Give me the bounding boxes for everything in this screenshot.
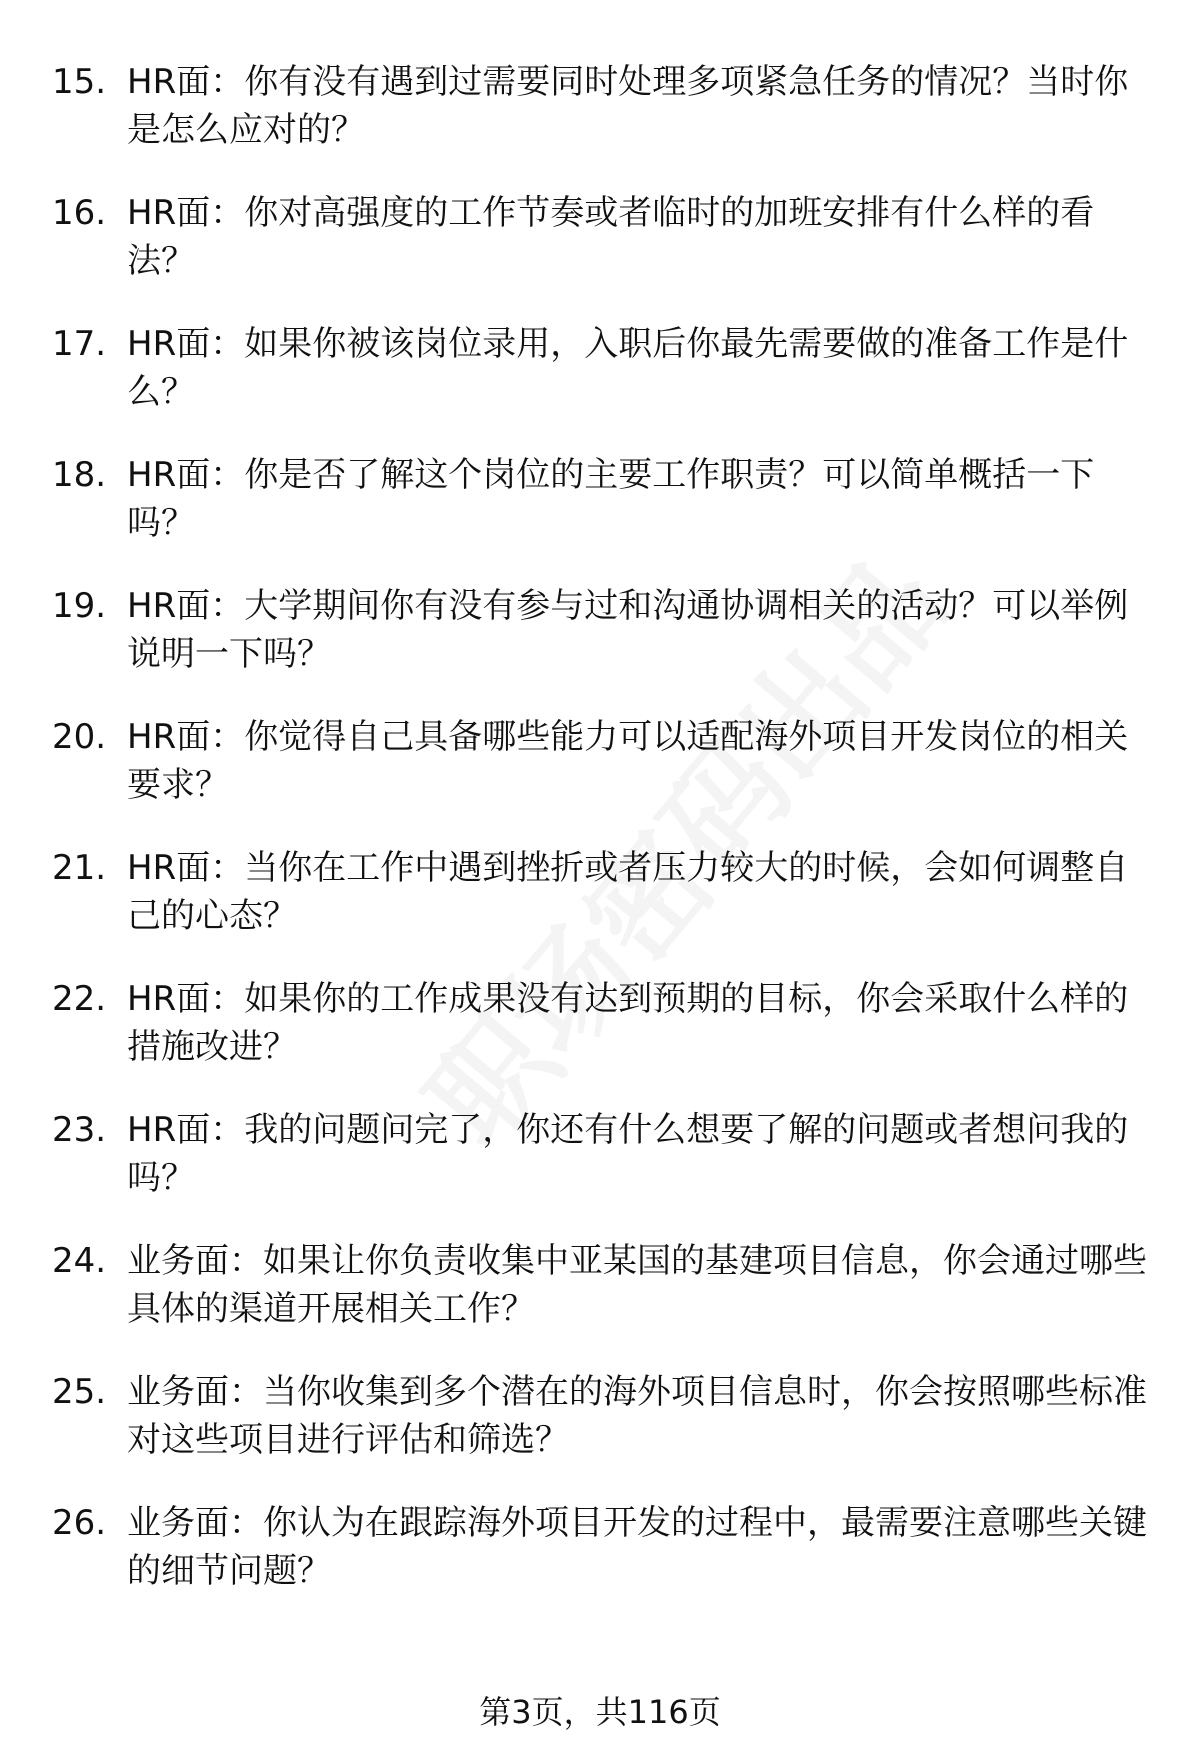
question-number: 25. [52,1372,107,1412]
question-text: HR面：大学期间你有没有参与过和沟通协调相关的活动？可以举例说明一下吗？ [127,586,1129,674]
question-item [0,320,1200,451]
question-text: HR面：你有没有遇到过需要同时处理多项紧急任务的情况？当时你是怎么应对的？ [127,62,1129,150]
question-item [0,713,1200,844]
question-text: HR面：你觉得自己具备哪些能力可以适配海外项目开发岗位的相关要求？ [127,717,1129,805]
question-item [0,844,1200,975]
question-item [0,1368,1200,1499]
question-text: 业务面：你认为在跟踪海外项目开发的过程中，最需要注意哪些关键的细节问题？ [127,1503,1147,1591]
question-item [0,58,1200,189]
question-number: 16. [52,193,107,233]
question-item [0,1237,1200,1368]
question-number: 26. [52,1503,107,1543]
question-number: 24. [52,1241,107,1281]
question-number: 22. [52,979,107,1019]
question-number: 18. [52,455,107,495]
question-number: 15. [52,62,107,102]
question-item [0,975,1200,1106]
question-item [0,189,1200,320]
question-item [0,582,1200,713]
question-text: HR面：我的问题问完了，你还有什么想要了解的问题或者想问我的吗？ [127,1110,1129,1198]
question-text: 业务面：当你收集到多个潜在的海外项目信息时，你会按照哪些标准对这些项目进行评估和筛选？ [127,1372,1147,1460]
question-item [0,1499,1200,1630]
question-number: 23. [52,1110,107,1150]
question-number: 17. [52,324,107,364]
question-item [0,1106,1200,1237]
question-text: 业务面：如果让你负责收集中亚某国的基建项目信息，你会通过哪些具体的渠道开展相关工作？ [127,1241,1147,1329]
question-text: HR面：如果你的工作成果没有达到预期的目标，你会采取什么样的措施改进？ [127,979,1129,1067]
question-number: 21. [52,848,107,888]
question-number: 20. [52,717,107,757]
question-text: HR面：如果你被该岗位录用，入职后你最先需要做的准备工作是什么？ [127,324,1129,412]
question-text: HR面：当你在工作中遇到挫折或者压力较大的时候，会如何调整自己的心态？ [127,848,1129,936]
page-footer: 第3页，共116页 [479,1693,721,1731]
question-text: HR面：你是否了解这个岗位的主要工作职责？可以简单概括一下吗？ [127,455,1095,543]
question-item [0,451,1200,582]
question-number: 19. [52,586,107,626]
question-list [0,58,1200,1630]
question-text: HR面：你对高强度的工作节奏或者临时的加班安排有什么样的看法？ [127,193,1095,281]
